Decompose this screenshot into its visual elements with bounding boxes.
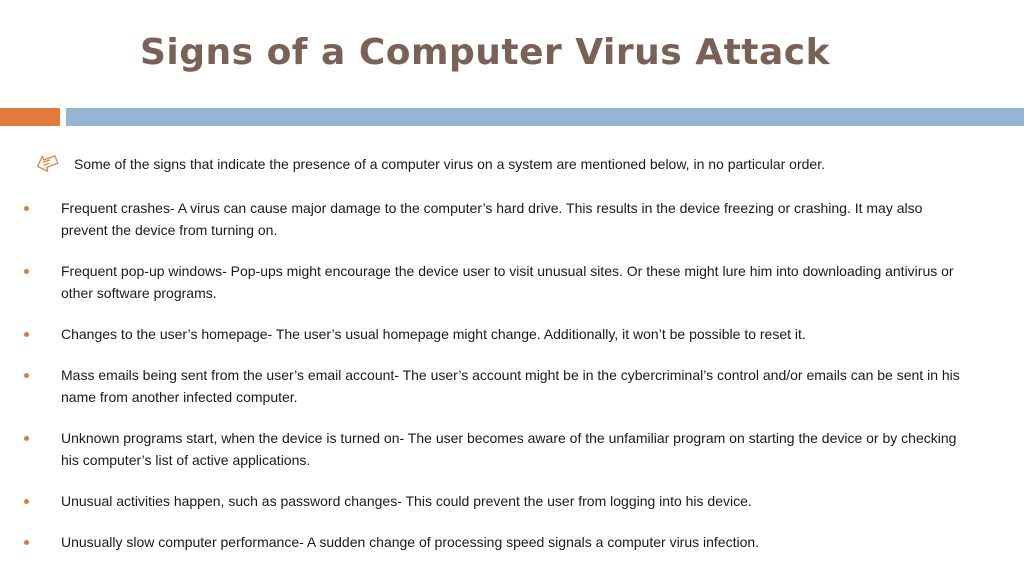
bullet-text: Changes to the user’s homepage- The user’s usual homepage might change. Additionally, it won’t be possible to reset it.	[61, 326, 806, 342]
bullet-dot-icon	[24, 206, 29, 211]
bullet-item	[20, 490, 970, 512]
bullet-text: Frequent pop-up windows- Pop-ups might encourage the device user to visit unusual sites. Or these might lure him into downloading antivirus or other software programs.	[61, 263, 954, 301]
bullet-item	[20, 323, 970, 345]
bullet-text: Mass emails being sent from the user’s email account- The user’s account might be in the cybercriminal’s control and/or emails can be sent in his name from another infected computer.	[61, 367, 960, 405]
bullet-text: Frequent crashes- A virus can cause major damage to the computer’s hard drive. This results in the device freezing or crashing. It may also prevent the device from turning on.	[61, 200, 923, 238]
title-divider-bar	[66, 108, 1024, 126]
intro-text: Some of the signs that indicate the presence of a computer virus on a system are mentioned below, in no particular order.	[74, 156, 825, 172]
bullet-text: Unusual activities happen, such as password changes- This could prevent the user from logging into his device.	[61, 493, 752, 509]
bullet-text: Unusually slow computer performance- A sudden change of processing speed signals a computer virus infection.	[61, 534, 760, 550]
bullet-text: Unknown programs start, when the device is turned on- The user becomes aware of the unfamiliar program on starting the device or by checking his computer’s list of active applications.	[61, 430, 957, 468]
bullet-dot-icon	[24, 373, 29, 378]
bullet-item	[20, 260, 970, 304]
bullet-item	[20, 364, 970, 408]
title-accent-bar	[0, 108, 60, 126]
bullet-dot-icon	[24, 540, 29, 545]
bullet-item	[20, 197, 970, 241]
arrow-pointer-icon	[34, 150, 60, 172]
intro-paragraph	[34, 150, 994, 176]
bullet-item	[20, 427, 970, 471]
bullet-dot-icon	[24, 499, 29, 504]
bullet-list	[20, 197, 970, 572]
slide-title: Signs of a Computer Virus Attack	[139, 32, 831, 73]
bullet-dot-icon	[24, 332, 29, 337]
bullet-dot-icon	[24, 269, 29, 274]
bullet-item	[20, 531, 970, 553]
bullet-dot-icon	[24, 436, 29, 441]
